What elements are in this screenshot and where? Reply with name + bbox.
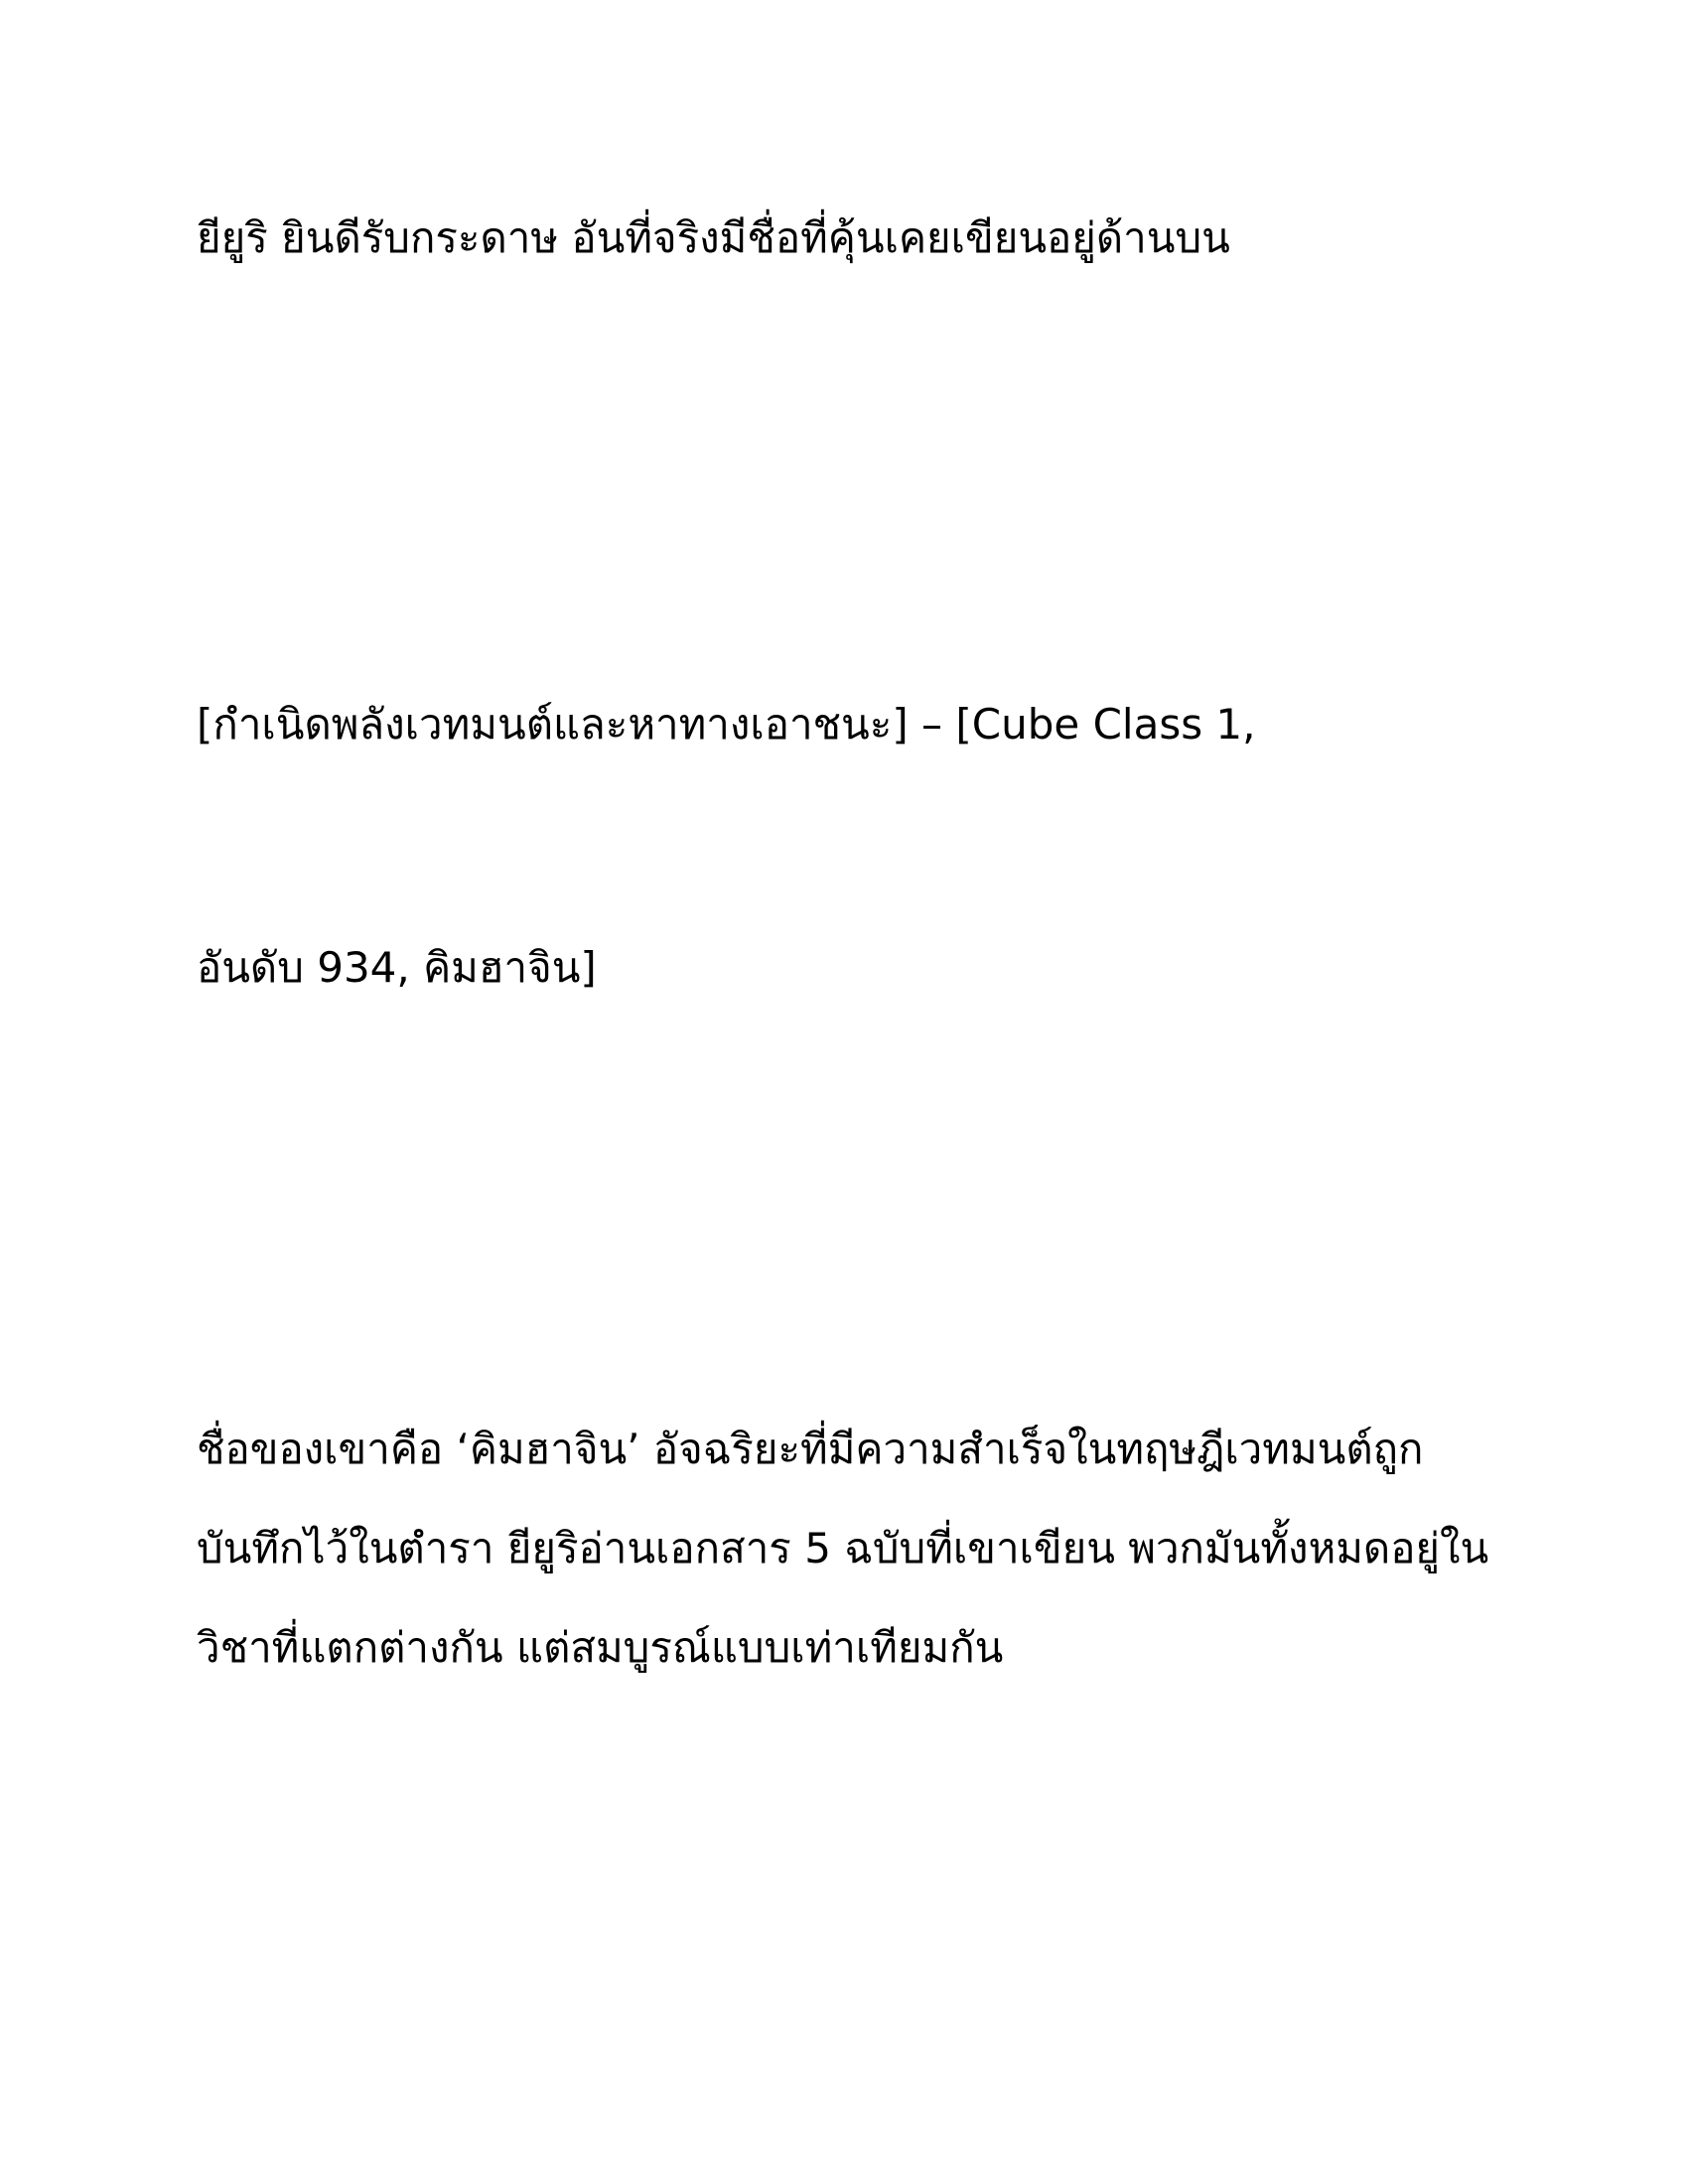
paragraph-3-line-1: ชื่อของเขาคือ ‘คิมฮาจิน’ อัจฉริยะที่มีความสำเร็จในทฤษฎีเวทมนต์ถูก (197, 1425, 1424, 1473)
paragraph-2-line-2: อันดับ 934, คิมฮาจิน] (197, 943, 597, 992)
paragraph-3-line-3: วิชาที่แตกต่างกัน แต่สมบูรณ์แบบเท่าเทียมกัน (197, 1623, 1004, 1672)
paragraph-3-line-2: บันทึกไว้ในตำรา ยียูริอ่านเอกสาร 5 ฉบับที่เขาเขียน พวกมันทั้งหมดอยู่ใน (197, 1524, 1489, 1572)
paragraph-2-line-1: [กำเนิดพลังเวทมนต์และหาทางเอาชนะ] – [Cube Class 1, (197, 700, 1256, 749)
paragraph-1-line-1: ยียูริ ยินดีรับกระดาษ อันที่จริงมีชื่อที่คุ้นเคยเขียนอยู่ด้านบน (197, 213, 1230, 262)
